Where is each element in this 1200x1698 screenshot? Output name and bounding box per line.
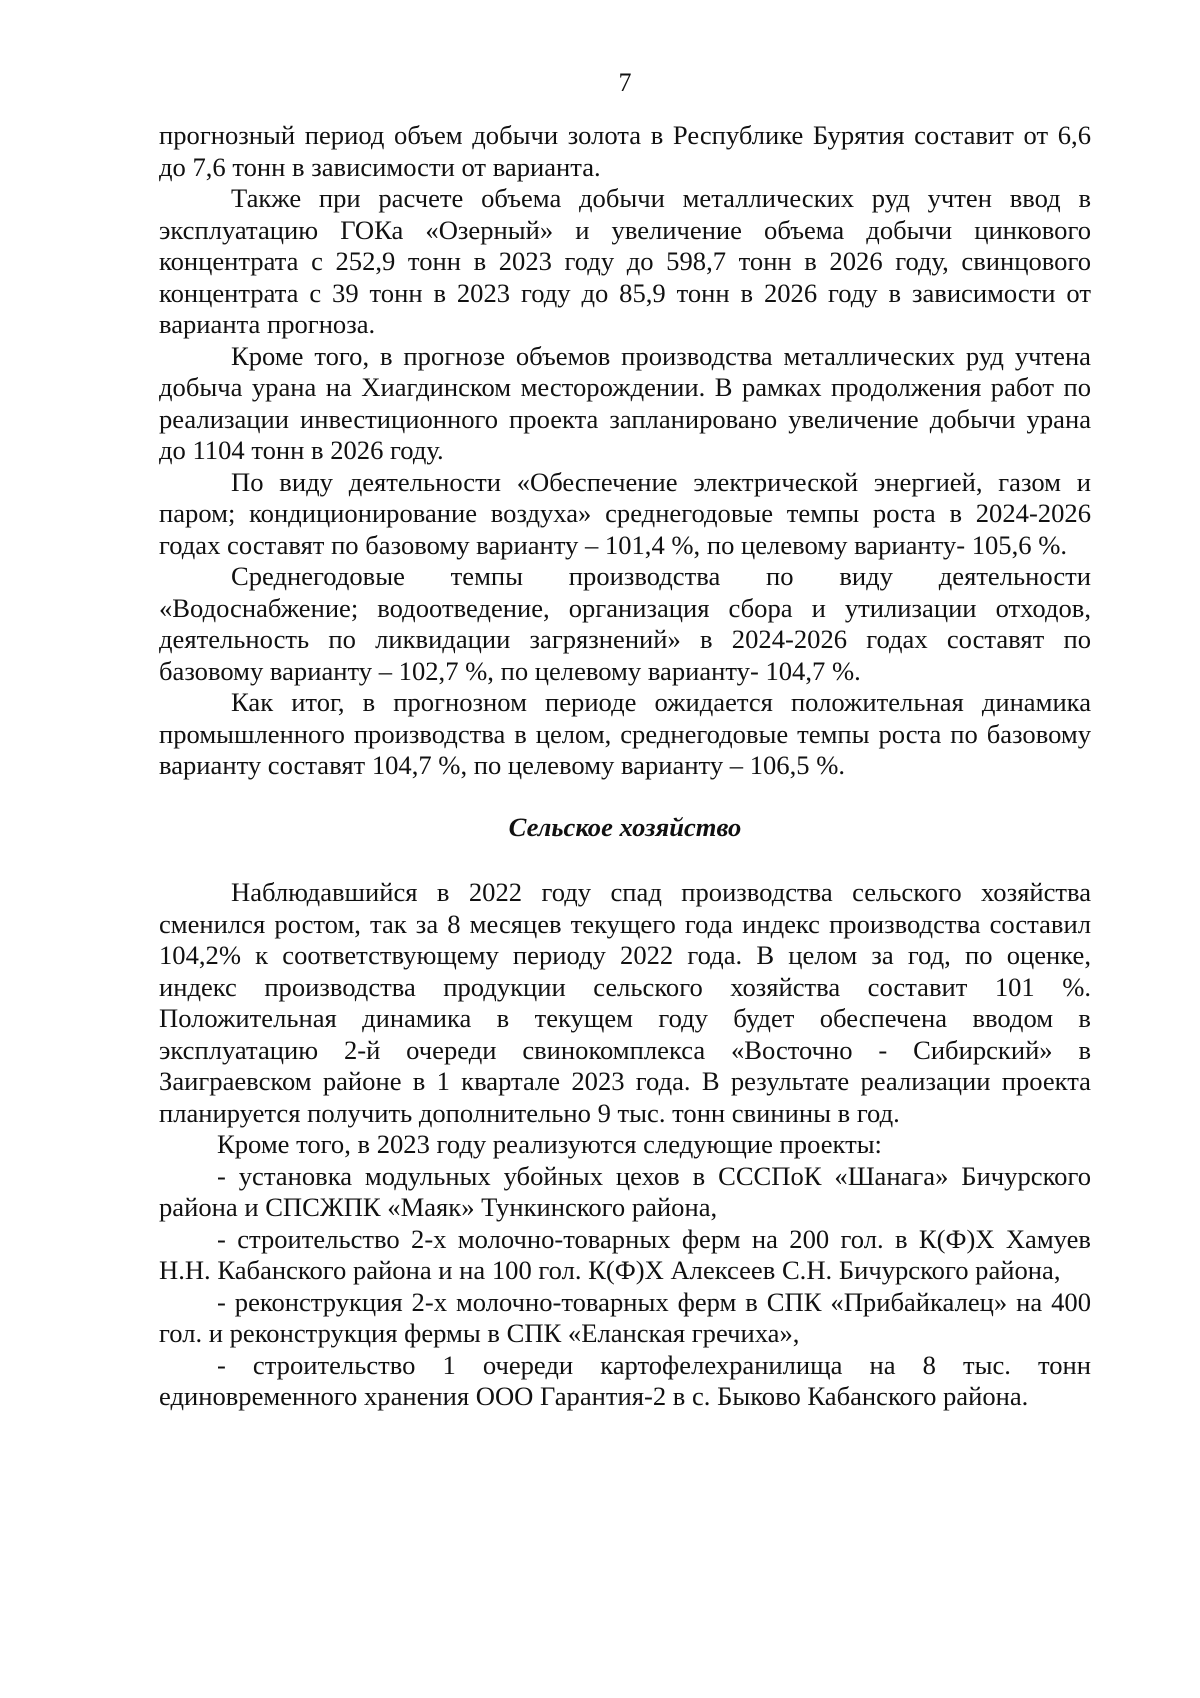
list-item-potato-storage: - строительство 1 очереди картофелехранилища на 8 тыс. тонн единовременного хранения ООО Гарантия-2 в с. Быково Кабанского района. <box>159 1349 1091 1411</box>
paragraph-projects-intro: Кроме того, в 2023 году реализуются следующие проекты: <box>217 1129 882 1159</box>
list-item-dairy-farms-construction: - строительство 2-х молочно-товарных ферм на 200 гол. в К(Ф)Х Хамуев Н.Н. Кабанского района и на 100 гол. К(Ф)Х Алексеев С.Н. Бичурского района, <box>159 1223 1091 1285</box>
section-title-agriculture: Сельское хозяйство <box>508 811 742 842</box>
paragraph-water-supply: Среднегодовые темпы производства по виду деятельности «Водоснабжение; водоотведение, организация сбора и утилизации отходов, деятельность по ликвидации загрязнений» в 2024-2026 годах составят по базовому варианту – 102,7 %, по целевому варианту- 104,7 %. <box>159 561 1091 686</box>
paragraph-uranium: Кроме того, в прогнозе объемов производства металлических руд учтена добыча урана на Хиагдинском месторождении. В рамках продолжения работ по реализации инвестиционного проекта запланировано увеличение добычи урана до 1104 тонн в 2026 году. <box>159 340 1091 465</box>
list-item-slaughter-shops: - установка модульных убойных цехов в СССПоК «Шанага» Бичурского района и СПСЖПК «Маяк» Тункинского района, <box>159 1160 1091 1222</box>
list-item-dairy-farms-reconstruction: - реконструкция 2-х молочно-товарных ферм в СПК «Прибайкалец» на 400 гол. и реконструкция фермы в СПК «Еланская гречиха», <box>159 1286 1091 1348</box>
page-number: 7 <box>618 68 632 97</box>
paragraph-industry-summary: Как итог, в прогнозном периоде ожидается положительная динамика промышленного производства в целом, среднегодовые темпы роста по базовому варианту составят 104,7 %, по целевому варианту – 106,5 %. <box>159 687 1091 780</box>
paragraph-energy-supply: По виду деятельности «Обеспечение электрической энергией, газом и паром; кондиционирование воздуха» среднегодовые темпы роста в 2024-2026 годах составят по базовому варианту – 101,4 %, по целевому варианту- 105,6 %. <box>159 466 1091 560</box>
paragraph-agriculture-overview: Наблюдавшийся в 2022 году спад производства сельского хозяйства сменился ростом, так за 8 месяцев текущего года индекс производства составил 104,2% к соответствующему периоду 2022 года. В целом за год, по оценке, индекс производства продукции сельского хозяйства составит 101 %. Положительная динамика в текущем году будет обеспечена вводом в эксплуатацию 2-й очереди свинокомплекса «Восточно - Сибирский» в Заиграевском районе в 1 квартале 2023 года. В результате реализации проекта планируется получить дополнительно 9 тыс. тонн свинины в год. <box>159 877 1091 1128</box>
paragraph-ozerny-gok: Также при расчете объема добычи металлических руд учтен ввод в эксплуатацию ГОКа «Озерный» и увеличение объема добычи цинкового концентрата с 252,9 тонн в 2023 году до 598,7 тонн в 2026 году, свинцового концентрата с 39 тонн в 2023 году до 85,9 тонн в 2026 году в зависимости от варианта прогноза. <box>159 183 1091 339</box>
paragraph-gold-production: прогнозный период объем добычи золота в Республике Бурятия составит от 6,6 до 7,6 тонн в зависимости от варианта. <box>159 120 1091 182</box>
document-body <box>159 120 1091 1413</box>
